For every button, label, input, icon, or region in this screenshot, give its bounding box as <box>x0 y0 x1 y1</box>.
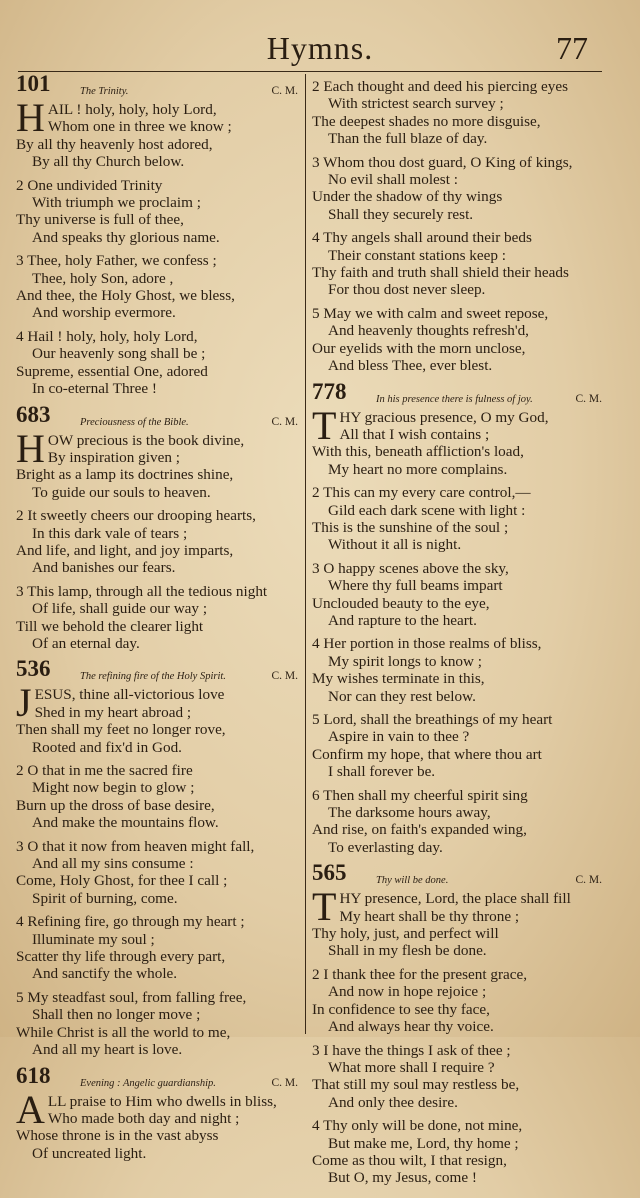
verse-line: Thy faith and truth shall shield their heads <box>312 264 569 282</box>
verse-line: With triumph we proclaim ; <box>32 194 201 212</box>
verse <box>16 913 300 983</box>
hymn-number: 101 <box>16 71 51 96</box>
hymn-heading <box>312 378 604 408</box>
verse-line: 6 Then shall my cheerful spirit sing <box>312 786 528 804</box>
verse <box>16 762 300 832</box>
verse-line: My spirit longs to know ; <box>328 652 482 670</box>
verse <box>16 838 300 908</box>
verse-line: Of an eternal day. <box>32 634 140 652</box>
verse-line: And thee, the Holy Ghost, we bless, <box>16 287 235 305</box>
verse-line: 4 Refining fire, go through my heart ; <box>16 913 245 931</box>
verse-line: Of uncreated light. <box>32 1144 147 1162</box>
drop-cap: A <box>16 1086 45 1132</box>
verse-line: Illuminate my soul ; <box>32 930 155 948</box>
verse-line: Unclouded beauty to the eye, <box>312 594 490 612</box>
verse <box>312 1042 604 1112</box>
verse-line: 3 Thee, holy Father, we confess ; <box>16 252 217 270</box>
verse-line: And only thee desire. <box>328 1093 458 1111</box>
verse-line: All that I wish contains ; <box>339 425 490 443</box>
verse <box>16 449 300 501</box>
page-title: Hymns. <box>266 30 374 66</box>
verse-line: In confidence to see thy face, <box>312 1000 490 1018</box>
verse-line: By all thy heavenly host adored, <box>16 135 213 153</box>
hymn-meter: C. M. <box>271 85 298 97</box>
verse-line: 2 Each thought and deed his piercing eyes <box>312 78 568 95</box>
verse-line: 3 This lamp, through all the tedious night <box>16 582 268 600</box>
hymn <box>16 1062 300 1163</box>
hymn-theme: The Trinity. <box>80 86 129 97</box>
verse-line: Whose throne is in the vast abyss <box>16 1127 219 1145</box>
first-line-text: ESUS, thine all-victorious love <box>34 686 225 704</box>
drop-cap: T <box>312 402 337 448</box>
hymn-number: 683 <box>16 401 51 427</box>
hymn <box>16 71 300 398</box>
first-line-text: LL praise to Him who dwells in bliss, <box>47 1092 277 1110</box>
hymn-theme: Preciousness of the Bible. <box>80 416 189 428</box>
verse-line: While Christ is all the world to me, <box>16 1023 231 1041</box>
hymn-theme: Evening : Angelic guardianship. <box>80 1077 216 1089</box>
verse-line: 2 One undivided Trinity <box>16 176 163 194</box>
verse <box>16 328 300 398</box>
verse-line: This is the sunshine of the soul ; <box>312 518 509 536</box>
hymn-continuation <box>312 78 604 375</box>
verse-line: To everlasting day. <box>328 838 443 856</box>
first-line-text: HY presence, Lord, the place shall fill <box>339 890 571 908</box>
verse <box>312 484 604 554</box>
verse-line: Under the shadow of thy wings <box>312 188 503 206</box>
verse-line: And rise, on faith's expanded wing, <box>312 821 527 839</box>
verse-line: Might now begin to glow ; <box>32 779 195 797</box>
verse-line: And all my heart is love. <box>32 1041 183 1059</box>
header-rule <box>18 71 602 72</box>
verse-line: Supreme, essential One, adored <box>16 362 208 380</box>
verse-line: Aspire in vain to thee ? <box>328 728 470 746</box>
hymn-heading <box>16 656 300 685</box>
verse <box>16 177 300 247</box>
verse-line: 2 This can my every care control,— <box>312 484 531 502</box>
right-column <box>312 78 604 1198</box>
verse-line: Scatter thy life through every part, <box>16 948 226 966</box>
verse-line: Shall then no longer move ; <box>32 1006 201 1024</box>
hymn <box>312 378 604 857</box>
verse-line: And always hear thy voice. <box>328 1018 494 1036</box>
verse-line: Thee, holy Son, adore , <box>32 269 174 287</box>
verse-line: In this dark vale of tears ; <box>32 524 188 542</box>
hymn <box>16 656 300 1059</box>
verse-line: Rooted and fix'd in God. <box>32 738 182 756</box>
verse <box>312 426 604 478</box>
verse-line: What more shall I require ? <box>328 1058 495 1076</box>
verse-line: 5 Lord, shall the breathings of my heart <box>312 711 553 728</box>
verse-line: By all thy Church below. <box>32 153 185 171</box>
verse-line: Gild each dark scene with light : <box>328 501 526 519</box>
verse <box>312 560 604 630</box>
verse-line: 5 My steadfast soul, from falling free, <box>16 988 247 1006</box>
hymn-number: 618 <box>16 1062 51 1088</box>
verse <box>312 908 604 960</box>
verse-line: And bless Thee, ever blest. <box>328 357 493 375</box>
hymn-heading <box>16 71 300 100</box>
verse-line: For thou dost never sleep. <box>328 281 486 299</box>
verse <box>312 966 604 1036</box>
hymn-heading <box>312 860 604 889</box>
drop-cap: J <box>16 680 32 726</box>
verse-line: 3 I have the things I ask of thee ; <box>312 1041 511 1059</box>
verse-line: Shall they securely rest. <box>328 205 474 223</box>
verse-line: My wishes terminate in this, <box>312 670 485 688</box>
hymn-meter: C. M. <box>575 874 602 887</box>
verse-line: 4 Hail ! holy, holy, holy Lord, <box>16 327 198 345</box>
verse-line: Burn up the dross of base desire, <box>16 796 215 814</box>
verse-line: And worship evermore. <box>32 304 176 322</box>
column-divider <box>305 74 306 1034</box>
hymn-meter: C. M. <box>271 415 298 428</box>
hymn-heading <box>16 1062 300 1092</box>
verse-line: But make me, Lord, thy home ; <box>328 1134 519 1152</box>
verse <box>312 305 604 375</box>
hymn-heading <box>16 401 300 431</box>
verse-line: And all my sins consume : <box>32 855 194 873</box>
verse-line: 4 Her portion in those realms of bliss, <box>312 635 542 653</box>
hymn <box>312 860 604 1187</box>
verse-line: Where thy full beams impart <box>328 577 503 595</box>
verse-line: And banishes our fears. <box>32 559 176 577</box>
hymn-number: 565 <box>312 860 347 886</box>
verse <box>312 1117 604 1187</box>
verse-line: Who made both day and night ; <box>47 1109 240 1127</box>
verse <box>16 507 300 577</box>
verse-line: Their constant stations keep : <box>328 246 506 264</box>
verse-line: Than the full blaze of day. <box>328 130 488 148</box>
verse-line: And sanctify the whole. <box>32 965 178 983</box>
verse <box>16 1110 300 1162</box>
first-line-text: OW precious is the book divine, <box>47 431 245 449</box>
verse-line: Our heavenly song shall be ; <box>32 345 206 363</box>
verse-line: 3 O happy scenes above the sky, <box>312 559 509 577</box>
verse-line: With strictest search survey ; <box>328 95 504 113</box>
verse-line: And life, and light, and joy imparts, <box>16 541 234 559</box>
verse <box>312 78 604 148</box>
verse-line: 3 O that it now from heaven might fall, <box>16 837 255 855</box>
verse-line: 2 It sweetly cheers our drooping hearts, <box>16 507 256 525</box>
verse-line: I shall forever be. <box>328 763 436 781</box>
left-column <box>16 71 300 1173</box>
hymn-meter: C. M. <box>575 392 602 405</box>
verse-line: Thy universe is full of thee, <box>16 211 184 229</box>
drop-cap: H <box>16 95 45 140</box>
page-number: 77 <box>556 30 588 66</box>
verse-line: Of life, shall guide our way ; <box>32 600 208 618</box>
verse-line: 3 Whom thou dost guard, O King of kings, <box>312 153 573 171</box>
verse-line: With this, beneath affliction's load, <box>312 443 524 461</box>
hymn-theme: The refining fire of the Holy Spirit. <box>80 671 226 683</box>
verse <box>312 635 604 705</box>
verse-line: And heavenly thoughts refresh'd, <box>328 322 529 340</box>
verse-line: Bright as a lamp its doctrines shine, <box>16 466 234 484</box>
hymn-theme: Thy will be done. <box>376 875 449 887</box>
verse-line: My heart shall be thy throne ; <box>339 907 520 925</box>
hymn <box>16 401 300 653</box>
verse-line: But O, my Jesus, come ! <box>328 1169 477 1187</box>
verse-line: And rapture to the heart. <box>328 611 477 629</box>
verse-line: My heart no more complains. <box>328 460 508 478</box>
first-line-text: HY gracious presence, O my God, <box>339 408 549 426</box>
first-line-text: AIL ! holy, holy, holy Lord, <box>47 101 217 118</box>
verse-line: The deepest shades no more disguise, <box>312 112 541 130</box>
drop-cap: T <box>312 884 337 930</box>
verse-line: Without it all is night. <box>328 536 462 554</box>
verse-line: 4 Thy only will be done, not mine, <box>312 1117 523 1135</box>
hymn-meter: C. M. <box>271 670 298 683</box>
verse-line: 4 Thy angels shall around their beds <box>312 229 532 247</box>
verse-line: Then shall my feet no longer rove, <box>16 721 226 739</box>
hymn-theme: In his presence there is fulness of joy. <box>376 393 533 405</box>
verse-line: In co-eternal Three ! <box>32 380 157 398</box>
verse-line: Thy holy, just, and perfect will <box>312 925 499 943</box>
verse-line: Shed in my heart abroad ; <box>34 703 192 721</box>
verse-line: Come, Holy Ghost, for thee I call ; <box>16 872 228 890</box>
verse-line: Come as thou wilt, I that resign, <box>312 1151 507 1169</box>
page-header <box>0 30 640 70</box>
verse <box>16 252 300 322</box>
verse <box>312 154 604 224</box>
verse-line: To guide our souls to heaven. <box>32 483 211 501</box>
verse-line: 2 I thank thee for the present grace, <box>312 965 528 983</box>
verse-line: Till we behold the clearer light <box>16 617 204 635</box>
verse <box>312 711 604 781</box>
verse <box>16 704 300 756</box>
verse-line: 5 May we with calm and sweet repose, <box>312 304 549 322</box>
verse <box>16 118 300 170</box>
verse-line: By inspiration given ; <box>47 448 180 466</box>
verse-line: Nor can they rest below. <box>328 687 476 705</box>
hymn-number: 536 <box>16 656 51 682</box>
verse-line: That still my soul may restless be, <box>312 1076 520 1094</box>
verse-line: And speaks thy glorious name. <box>32 228 220 246</box>
verse <box>312 229 604 299</box>
verse-line: Spirit of burning, come. <box>32 889 178 907</box>
verse-line: Shall in my flesh be done. <box>328 942 487 960</box>
verse <box>16 989 300 1059</box>
verse-line: 2 O that in me the sacred fire <box>16 762 193 779</box>
verse-line: Confirm my hope, that where thou art <box>312 745 542 763</box>
hymn-number: 778 <box>312 378 347 404</box>
verse <box>312 787 604 857</box>
hymn-meter: C. M. <box>271 1076 298 1089</box>
verse-line: Our eyelids with the morn unclose, <box>312 339 526 357</box>
verse-line: Whom one in three we know ; <box>47 118 232 136</box>
verse-line: And now in hope rejoice ; <box>328 983 487 1001</box>
verse-line: And make the mountains flow. <box>32 814 219 832</box>
verse <box>16 583 300 653</box>
verse-line: No evil shall molest : <box>328 171 458 189</box>
drop-cap: H <box>16 425 45 471</box>
verse-line: The darksome hours away, <box>328 804 491 822</box>
